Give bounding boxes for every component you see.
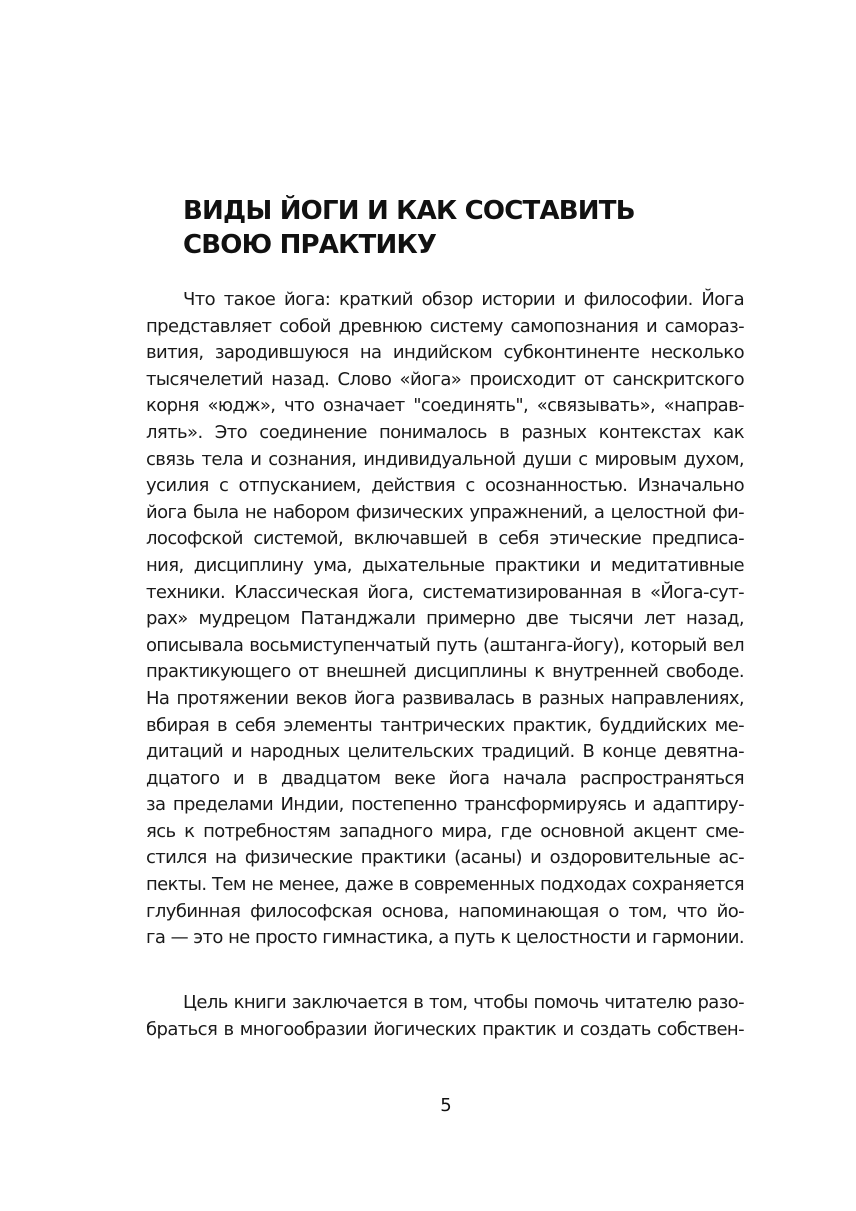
paragraph-intro <box>146 287 744 952</box>
text-line: лософской системой, включавшей в себя этические предписа- <box>146 528 744 550</box>
text-line: глубинная философская основа, напоминающая о том, что йо- <box>146 900 744 922</box>
text-line: лять». Это соединение понималось в разных контекстах как <box>146 421 744 443</box>
text-line: йога была не набором физических упражнений, а целостной фи- <box>146 501 744 523</box>
text-line: описывала восьмиступенчатый путь (аштанга-йогу), который вел <box>146 634 744 656</box>
chapter-title <box>183 194 743 262</box>
paragraph-book-goal <box>146 990 744 1043</box>
text-line: усилия с отпусканием, действия с осознанностью. Изначально <box>146 475 744 497</box>
text-line: рах» мудрецом Патанджали примерно две тысячи лет назад, <box>146 608 744 630</box>
text-line: тысячелетий назад. Слово «йога» происходит от санскритского <box>146 368 744 390</box>
chapter-title-line: СВОЮ ПРАКТИКУ <box>183 230 437 260</box>
text-line: ния, дисциплину ума, дыхательные практики и медитативные <box>146 554 744 576</box>
text-line: представляет собой древнюю систему самопознания и самораз- <box>146 315 744 337</box>
text-line: браться в многообразии йогических практик и создать собствен- <box>146 1018 744 1040</box>
text-line: га — это не просто гимнастика, а путь к целостности и гармонии. <box>146 927 744 949</box>
text-line: ясь к потребностям западного мира, где основной акцент сме- <box>146 820 744 842</box>
text-line: связь тела и сознания, индивидуальной души с мировым духом, <box>146 448 744 470</box>
text-line: техники. Классическая йога, систематизированная в «Йога-сут- <box>146 581 744 603</box>
text-line: Что такое йога: краткий обзор истории и философии. Йога <box>183 289 744 310</box>
text-line: дцатого и в двадцатом веке йога начала распространяться <box>146 767 744 789</box>
text-line: вития, зародившуюся на индийском субконтиненте несколько <box>146 342 744 364</box>
text-line: стился на физические практики (асаны) и оздоровительные ас- <box>146 847 744 869</box>
text-line: Цель книги заключается в том, чтобы помочь читателю разо- <box>183 992 744 1013</box>
chapter-title-line: ВИДЫ ЙОГИ И КАК СОСТАВИТЬ <box>183 196 635 226</box>
text-line: дитаций и народных целительских традиций. В конце девятна- <box>146 741 744 763</box>
page-number: 5 <box>440 1095 452 1116</box>
text-line: за пределами Индии, постепенно трансформируясь и адаптиру- <box>146 794 744 816</box>
text-line: корня «юдж», что означает "соединять", «связывать», «направ- <box>146 395 744 417</box>
text-line: На протяжении веков йога развивалась в разных направлениях, <box>146 687 744 709</box>
text-line: пекты. Тем не менее, даже в современных подходах сохраняется <box>146 874 744 896</box>
text-line: практикующего от внешней дисциплины к внутренней свободе. <box>146 661 744 683</box>
text-line: вбирая в себя элементы тантрических практик, буддийских ме- <box>146 714 744 736</box>
